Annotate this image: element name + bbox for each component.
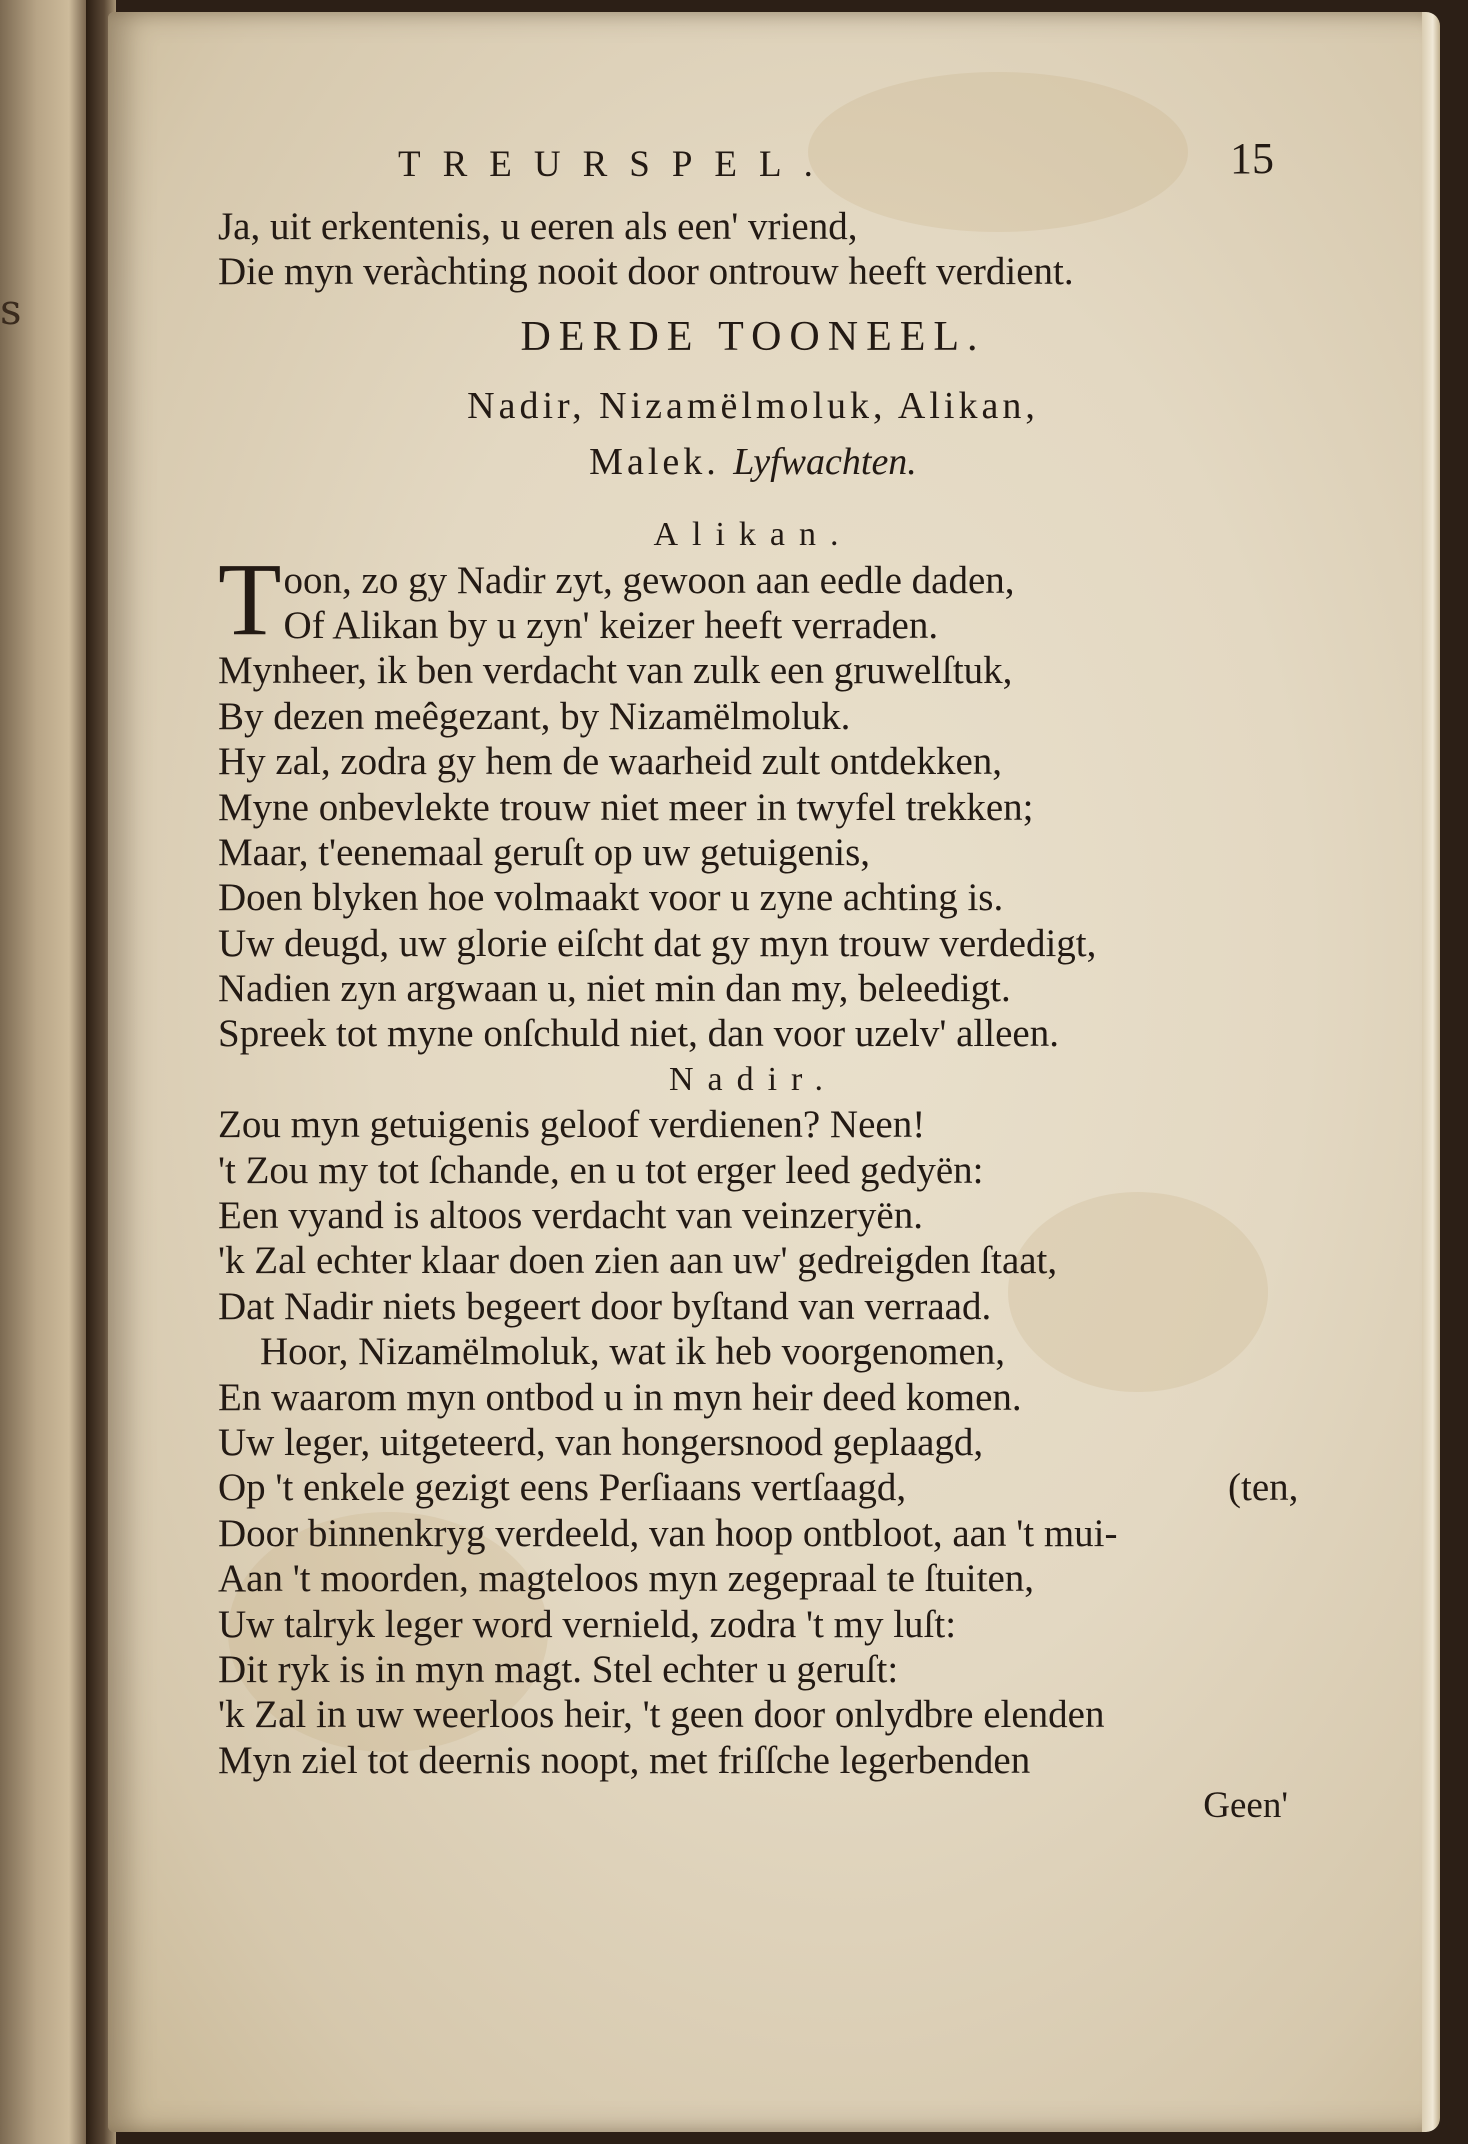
scene-title: DERDE TOONEEL. [520,313,986,360]
verse-line: 'k Zal in uw weerloos heir, 't geen door onlydbre elenden [218,1693,1105,1737]
verse-line: Hoor, Nizamëlmoluk, wat ik heb voorgenomen, [260,1330,1006,1374]
page-number: 15 [1230,134,1274,183]
verse-line: 'k Zal echter klaar doen zien aan uw' gedreigden ſtaat, [218,1239,1058,1283]
cast-line [218,434,1288,490]
verse-line: Die myn veràchting nooit door ontrouw heeft verdient. [218,250,1074,294]
verse-line: Zou myn getuigenis geloof verdienen? Neen! [218,1103,926,1147]
verse-line [218,1465,1318,1510]
facing-page [0,0,92,2144]
verse-line: Nadien zyn argwaan u, niet min dan my, beleedigt. [218,967,1011,1011]
verse-line: Uw talryk leger word vernield, zodra 't my luſt: [218,1602,957,1646]
verse-text: Op 't enkele gezigt eens Perſiaans vertſaagd, [218,1466,907,1510]
verse-line: Uw deugd, uw glorie eiſcht dat gy myn trouw verdedigt, [218,921,1097,965]
speech-block [218,1102,1318,1783]
book-page [108,12,1440,2132]
verse-line: Dat Nadir niets begeert door byſtand van verraad. [218,1284,992,1328]
verse-line: Dit ryk is in myn magt. Stel echter u geruſt: [218,1647,899,1691]
verse-line: Doen blyken hoe volmaakt voor u zyne achting is. [218,876,1004,920]
verse-line: 't Zou my tot ſchande, en u tot erger leed gedyën: [218,1148,984,1192]
cast-line: Nadir, Nizamëlmoluk, Alikan, [467,385,1039,428]
verse-line: Mynheer, ik ben verdacht van zulk een gruwelſtuk, [218,649,1013,693]
verse-line: Hy zal, zodra gy hem de waarheid zult ontdekken, [218,740,1003,784]
verse-line: Of Alikan by u zyn' keizer heeft verraden. [283,603,939,647]
verse-line: Myne onbevlekte trouw niet meer in twyfel trekken; [218,785,1034,829]
speaker-name: Alikan. [653,516,853,554]
cast-list [218,378,1288,490]
catchword: Geen' [1203,1785,1288,1827]
verse-line: Spreek tot myne onſchuld niet, dan voor uzelv' alleen. [218,1012,1059,1056]
running-head: TREURSPEL. [398,144,835,185]
speech-block [218,541,1318,1057]
page-header [218,134,1318,204]
verse-line: oon, zo gy Nadir zyt, gewoon aan eedle daden, [283,558,1015,602]
verse-line: Myn ziel tot deernis noopt, met friſſche legerbenden [218,1738,1031,1782]
verse-line: Uw leger, uitgeteerd, van hongersnood geplaagd, [218,1421,984,1464]
verse-line: En waarom myn ontbod u in myn heir deed komen. [218,1375,1022,1419]
verse-line: Aan 't moorden, magteloos myn zegepraal te ſtuiten, [218,1557,1035,1601]
verse-line: Maar, t'eenemaal geruſt op uw getuigenis, [218,830,870,874]
verse-line: Door binnenkryg verdeeld, van hoop ontbloot, aan 't mui- [218,1511,1118,1555]
verse-line: Ja, uit erkentenis, u eeren als een' vriend, [218,205,858,248]
turnover-fragment: (ten, [1228,1466,1299,1510]
cast-names: Malek. [589,441,720,484]
page-edge [1422,12,1440,2132]
verse-line: Een vyand is altoos verdacht van veinzeryën. [218,1194,923,1238]
drop-cap: T [218,541,282,657]
cast-extra: Lyfwachten. [733,441,917,484]
verse-line: By dezen meêgezant, by Nizamëlmoluk. [218,694,851,738]
page-text [218,134,1318,1829]
facing-page-fragment: s [0,285,22,334]
speaker-name: Nadir. [668,1060,838,1098]
